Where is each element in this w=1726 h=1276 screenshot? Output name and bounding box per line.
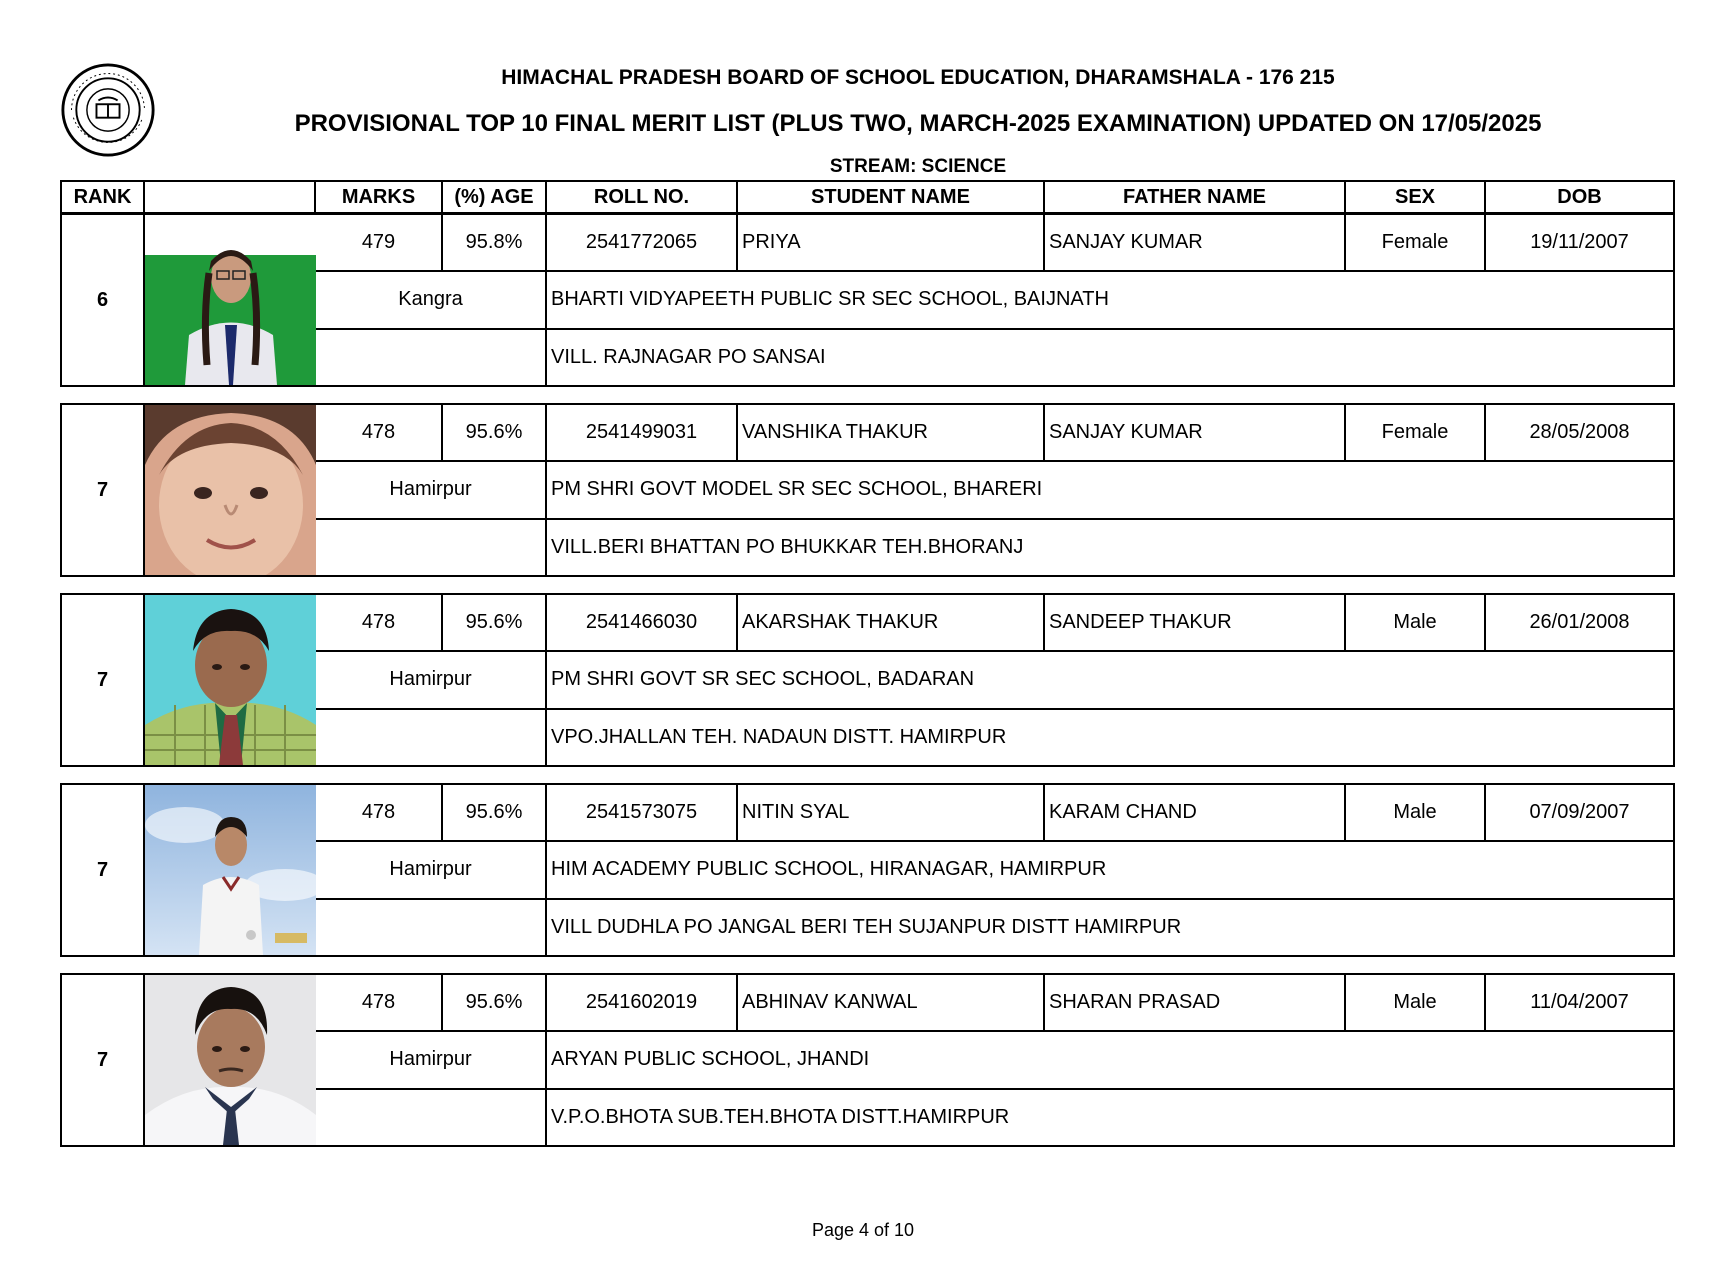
district-cell: Hamirpur bbox=[315, 461, 546, 518]
merit-entry bbox=[60, 593, 1675, 767]
dob-cell: 19/11/2007 bbox=[1485, 214, 1674, 271]
marks-cell: 478 bbox=[315, 404, 442, 461]
photo-boy-checked-shirt-icon bbox=[145, 595, 316, 765]
empty-cell bbox=[315, 709, 546, 766]
page-title: PROVISIONAL TOP 10 FINAL MERIT LIST (PLUS TWO, MARCH-2025 EXAMINATION) UPDATED ON 17/05/2025 bbox=[294, 110, 1542, 137]
dob-cell: 28/05/2008 bbox=[1485, 404, 1674, 461]
student-name-cell: ABHINAV KANWAL bbox=[737, 974, 1044, 1031]
roll-cell: 2541602019 bbox=[546, 974, 737, 1031]
rank-cell: 7 bbox=[61, 784, 144, 956]
col-sex: SEX bbox=[1345, 181, 1485, 213]
father-name-cell: KARAM CHAND bbox=[1044, 784, 1345, 841]
dob-cell: 11/04/2007 bbox=[1485, 974, 1674, 1031]
percentage-cell: 95.8% bbox=[442, 214, 546, 271]
sex-cell: Female bbox=[1345, 404, 1485, 461]
photo-face-closeup-icon bbox=[145, 405, 316, 575]
student-photo bbox=[144, 974, 315, 1146]
school-cell: PM SHRI GOVT MODEL SR SEC SCHOOL, BHARERI bbox=[546, 461, 1674, 518]
photo-boy-sky-background-icon bbox=[145, 785, 316, 955]
empty-cell bbox=[315, 899, 546, 956]
address-cell: VILL. RAJNAGAR PO SANSAI bbox=[546, 329, 1674, 386]
student-name-cell: AKARSHAK THAKUR bbox=[737, 594, 1044, 651]
roll-cell: 2541573075 bbox=[546, 784, 737, 841]
photo-girl-uniform-icon bbox=[145, 215, 316, 385]
father-name-cell: SANJAY KUMAR bbox=[1044, 404, 1345, 461]
col-marks: MARKS bbox=[315, 181, 442, 213]
stream-label: STREAM: SCIENCE bbox=[829, 156, 1007, 177]
roll-cell: 2541466030 bbox=[546, 594, 737, 651]
father-name-cell: SANJAY KUMAR bbox=[1044, 214, 1345, 271]
school-cell: PM SHRI GOVT SR SEC SCHOOL, BADARAN bbox=[546, 651, 1674, 708]
percentage-cell: 95.6% bbox=[442, 784, 546, 841]
column-header-table bbox=[60, 180, 1675, 214]
school-cell: ARYAN PUBLIC SCHOOL, JHANDI bbox=[546, 1031, 1674, 1088]
sex-cell: Male bbox=[1345, 974, 1485, 1031]
col-percentage: (%) AGE bbox=[442, 181, 546, 213]
marks-cell: 478 bbox=[315, 974, 442, 1031]
sex-cell: Female bbox=[1345, 214, 1485, 271]
roll-cell: 2541499031 bbox=[546, 404, 737, 461]
sex-cell: Male bbox=[1345, 594, 1485, 651]
student-photo bbox=[144, 784, 315, 956]
district-cell: Kangra bbox=[315, 271, 546, 328]
empty-cell bbox=[315, 329, 546, 386]
sex-cell: Male bbox=[1345, 784, 1485, 841]
address-cell: VPO.JHALLAN TEH. NADAUN DISTT. HAMIRPUR bbox=[546, 709, 1674, 766]
district-cell: Hamirpur bbox=[315, 841, 546, 898]
student-name-cell: PRIYA bbox=[737, 214, 1044, 271]
school-cell: HIM ACADEMY PUBLIC SCHOOL, HIRANAGAR, HAMIRPUR bbox=[546, 841, 1674, 898]
district-cell: Hamirpur bbox=[315, 1031, 546, 1088]
percentage-cell: 95.6% bbox=[442, 974, 546, 1031]
rank-cell: 7 bbox=[61, 404, 144, 576]
board-name: HIMACHAL PRADESH BOARD OF SCHOOL EDUCATION, DHARAMSHALA - 176 215 bbox=[501, 66, 1335, 89]
col-dob: DOB bbox=[1485, 181, 1674, 213]
merit-entry bbox=[60, 783, 1675, 957]
school-cell: BHARTI VIDYAPEETH PUBLIC SR SEC SCHOOL, BAIJNATH bbox=[546, 271, 1674, 328]
col-rank: RANK bbox=[61, 181, 144, 213]
merit-entry bbox=[60, 213, 1675, 387]
rank-cell: 7 bbox=[61, 594, 144, 766]
empty-cell bbox=[315, 519, 546, 576]
merit-entry bbox=[60, 973, 1675, 1147]
marks-cell: 478 bbox=[315, 784, 442, 841]
district-cell: Hamirpur bbox=[315, 651, 546, 708]
col-student: STUDENT NAME bbox=[737, 181, 1044, 213]
student-photo bbox=[144, 214, 315, 386]
address-cell: VILL.BERI BHATTAN PO BHUKKAR TEH.BHORANJ bbox=[546, 519, 1674, 576]
photo-boy-white-shirt-icon bbox=[145, 975, 316, 1145]
father-name-cell: SHARAN PRASAD bbox=[1044, 974, 1345, 1031]
marks-cell: 478 bbox=[315, 594, 442, 651]
roll-cell: 2541772065 bbox=[546, 214, 737, 271]
marks-cell: 479 bbox=[315, 214, 442, 271]
percentage-cell: 95.6% bbox=[442, 594, 546, 651]
col-father: FATHER NAME bbox=[1044, 181, 1345, 213]
address-cell: VILL DUDHLA PO JANGAL BERI TEH SUJANPUR DISTT HAMIRPUR bbox=[546, 899, 1674, 956]
page-number: Page 4 of 10 bbox=[811, 1220, 915, 1240]
address-cell: V.P.O.BHOTA SUB.TEH.BHOTA DISTT.HAMIRPUR bbox=[546, 1089, 1674, 1146]
empty-cell bbox=[315, 1089, 546, 1146]
student-photo bbox=[144, 404, 315, 576]
rank-cell: 7 bbox=[61, 974, 144, 1146]
student-name-cell: VANSHIKA THAKUR bbox=[737, 404, 1044, 461]
merit-entry bbox=[60, 403, 1675, 577]
rank-cell: 6 bbox=[61, 214, 144, 386]
col-photo bbox=[144, 181, 315, 213]
student-name-cell: NITIN SYAL bbox=[737, 784, 1044, 841]
dob-cell: 07/09/2007 bbox=[1485, 784, 1674, 841]
col-roll: ROLL NO. bbox=[546, 181, 737, 213]
student-photo bbox=[144, 594, 315, 766]
father-name-cell: SANDEEP THAKUR bbox=[1044, 594, 1345, 651]
dob-cell: 26/01/2008 bbox=[1485, 594, 1674, 651]
percentage-cell: 95.6% bbox=[442, 404, 546, 461]
